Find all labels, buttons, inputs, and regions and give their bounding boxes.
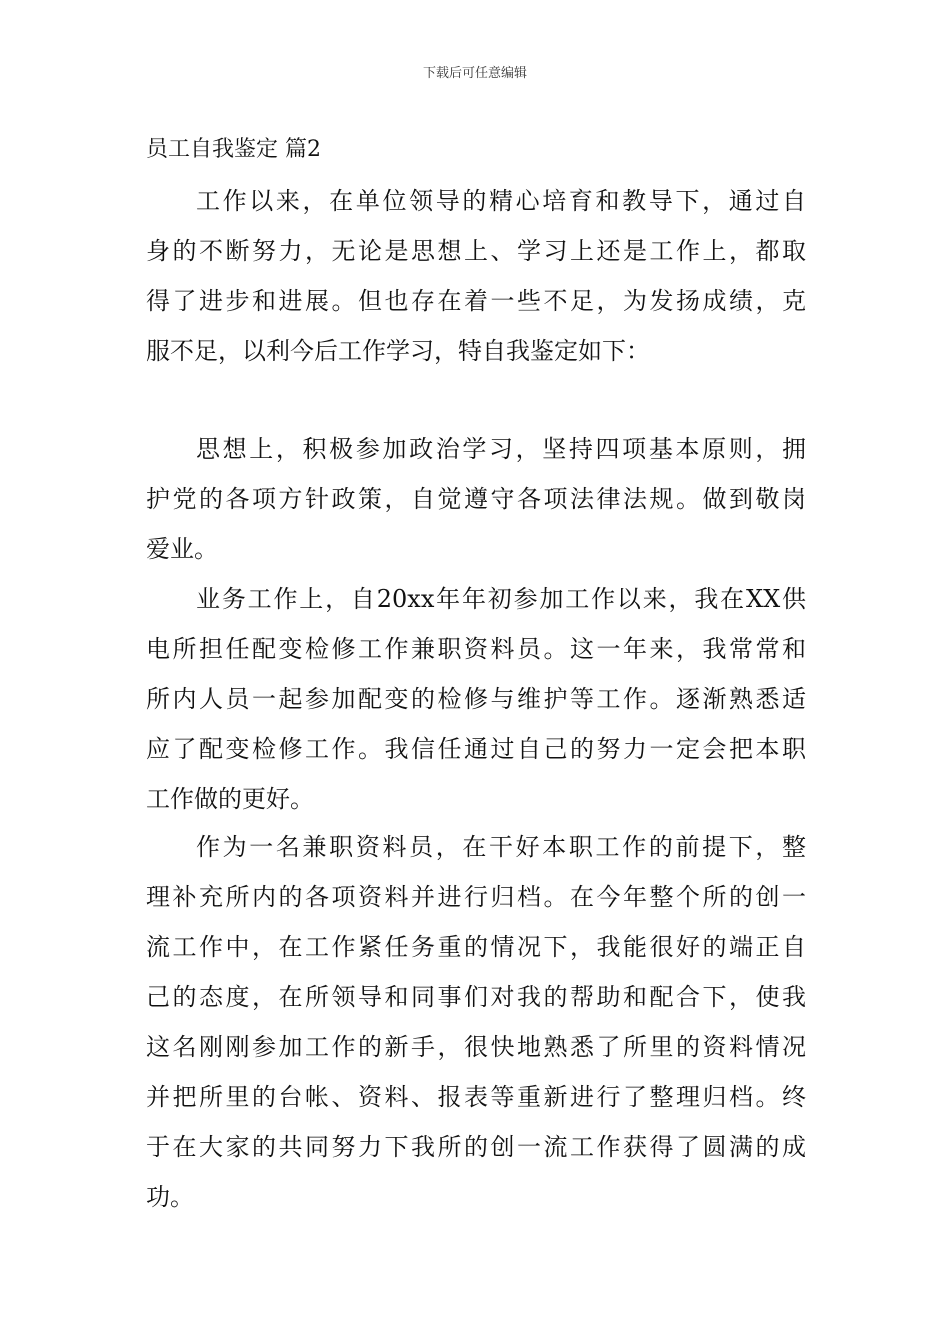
- paragraph-line: 思想上，积极参加政治学习，坚持四项基本原则，拥: [196, 435, 806, 463]
- paragraph-line: 护党的各项方针政策，自觉遵守各项法律法规。做到敬岗: [146, 485, 806, 513]
- paragraph-records-clerk: [146, 822, 806, 1222]
- paragraph-line: 工作以来，在单位领导的精心培育和教导下，通过自: [196, 187, 806, 215]
- paragraph-line: 己的态度，在所领导和同事们对我的帮助和配合下，使我: [146, 983, 806, 1011]
- paragraph-line: 服不足，以利今后工作学习，特自我鉴定如下：: [146, 337, 650, 365]
- paragraph-line: 这名刚刚参加工作的新手，很快地熟悉了所里的资料情况: [146, 1033, 806, 1061]
- paragraph-line: 于在大家的共同努力下我所的创一流工作获得了圆满的成: [146, 1133, 806, 1161]
- paragraph-line: 作为一名兼职资料员，在干好本职工作的前提下，整: [196, 833, 806, 861]
- paragraph-line: 理补充所内的各项资料并进行归档。在今年整个所的创一: [146, 883, 806, 911]
- paragraph-line: 工作做的更好。: [146, 785, 314, 813]
- paragraph-ideology: [146, 424, 806, 574]
- paragraph-line: 功。: [146, 1183, 194, 1211]
- paragraph-intro: [146, 176, 806, 376]
- paragraph-line: 爱业。: [146, 535, 218, 563]
- paragraph-line: 得了进步和进展。但也存在着一些不足，为发扬成绩，克: [146, 287, 806, 315]
- paragraph-line: 并把所里的台帐、资料、报表等重新进行了整理归档。终: [146, 1083, 806, 1111]
- paragraph-line: 身的不断努力，无论是思想上、学习上还是工作上，都取: [146, 237, 806, 265]
- page-header: 下载后可任意编辑: [422, 66, 527, 81]
- paragraph-line: 业务工作上，自20xx年年初参加工作以来，我在XX供: [196, 585, 806, 613]
- document-title: 员工自我鉴定 篇2: [146, 137, 321, 162]
- paragraph-line: 电所担任配变检修工作兼职资料员。这一年来，我常常和: [146, 635, 806, 663]
- paragraph-line: 流工作中，在工作紧任务重的情况下，我能很好的端正自: [146, 933, 806, 961]
- paragraph-business: [146, 574, 806, 824]
- paragraph-line: 所内人员一起参加配变的检修与维护等工作。逐渐熟悉适: [146, 685, 806, 713]
- paragraph-line: 应了配变检修工作。我信任通过自己的努力一定会把本职: [146, 735, 806, 763]
